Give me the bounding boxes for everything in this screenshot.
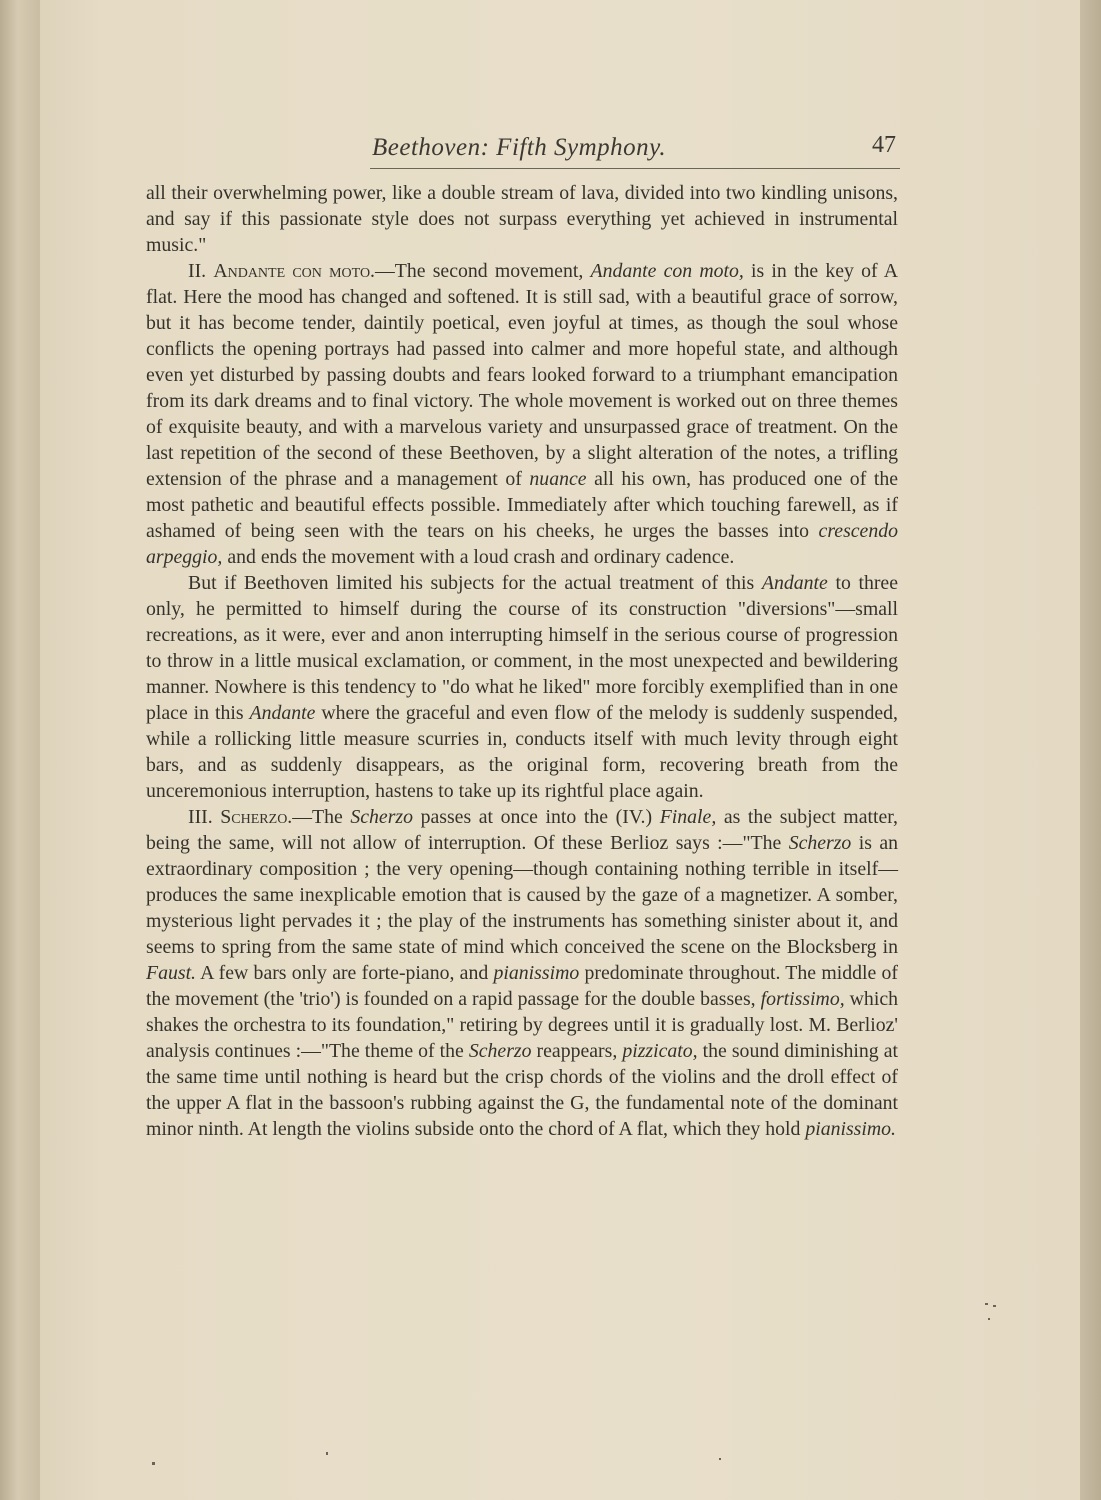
text-span: the sound diminishing at the same time until nothing is heard but the crisp chords of the violins and the droll effect of the upper A flat in the bassoon's rubbing against the G, the fundamental note of the dominant minor ninth. At length the violins subside onto the chord of A flat, which they hold [146,1040,898,1140]
text-span: is in the key of A flat. Here the mood has changed and softened. It is still sad, with a beautiful grace of sorrow, but it has become tender, daintily poetical, even joyful at times, as though the soul whose conflicts the opening portrays had passed into calmer and more hopeful state, and although even yet disturbed by passing doubts and fears looked forward to a triumphant emancipation from its dark dreams and to final victory. The whole movement is worked out on three themes of exquisite beauty, and with a marvelous variety and unsurpassed grace of treatment. On the last repetition of the second of these Beethoven, by a slight alteration of the notes, a trifling extension of the phrase and a management of [146,260,898,490]
speck [993,1305,996,1307]
text-span: and ends the movement with a loud crash and ordinary cadence. [222,546,735,568]
section-heading: Scherzo. [220,806,293,828]
italic-term: Scherzo [468,1040,532,1062]
text-span: as the subject matter, being the same, will not allow of interruption. Of these Berlioz says :—"The [146,806,898,854]
italic-term: Andante [249,702,316,724]
italic-term: pianissimo. [805,1118,896,1140]
italic-term: Scherzo [788,832,852,854]
italic-term: Faust. [146,962,197,984]
italic-term: nuance [529,468,587,490]
paragraph [146,570,898,804]
italic-term: pizzicato, [622,1040,698,1062]
italic-term: Finale, [659,806,717,828]
paragraph [146,258,898,570]
italic-term: pianissimo [493,962,580,984]
speck [988,1318,990,1320]
speck [152,1462,155,1465]
italic-term: Andante [761,572,828,594]
text-span: passes at once into the (IV.) [413,806,660,828]
italic-term: crescendo arpeggio, [146,520,898,568]
text-span: where the graceful and even flow of the melody is suddenly suspended, while a rollicking little measure scurries in, conducts itself with much levity through eight bars, and as suddenly disappears, as the original form, recovering breath from the unceremonious interruption, hastens to take up its rightful place again. [146,702,898,802]
section-number: II. [188,260,214,282]
italic-term: Scherzo [350,806,414,828]
text-span: to three only, he permitted to himself during the course of its construction "diversions"—small recreations, as it were, ever and anon interrupting himself in the serious course of progression to throw in a little musical exclamation, or comment, in the most unexpected and bewildering manner. Nowhere is this tendency to "do what he liked" more forcibly exemplified than in one place in this [146,572,898,724]
speck [985,1303,988,1305]
speck [326,1452,328,1455]
text-span: all his own, has produced one of the most pathetic and beautiful effects possible. Immediately after which touching farewell, as if ashamed of being seen with the tears on his cheeks, he urges the basses into [146,468,899,542]
book-binding [0,0,40,1500]
page-edge [1080,0,1101,1500]
text-span: reappears, [531,1040,623,1062]
italic-term: Andante con moto, [590,260,744,282]
text-span: which shakes the orchestra to its foundation," retiring by degrees until it is gradually lost. M. Berlioz' analysis continues :—"The theme of the [146,988,898,1062]
text-span: is an extraordinary composition ; the very opening—though containing nothing terrible in itself—produces the same inexplicable emotion that is caused by the gaze of a magnetizer. A somber, mysterious light pervades it ; the play of the instruments has something sinister about it, and seems to spring from the same state of mind which conceived the scene on the Blocksberg in [146,832,898,958]
text-span: predominate throughout. The middle of the movement (the 'trio') is founded on a rapid passage for the double basses, [146,962,898,1010]
text-span: —The second movement, [375,260,591,282]
text-span: all their overwhelming power, like a double stream of lava, divided into two kindling unisons, and say if this passionate style does not surpass everything yet achieved in instrumental music." [146,182,898,256]
text-span: A few bars only are forte-piano, and [196,962,494,984]
running-title: Beethoven: Fifth Symphony. [372,134,667,161]
text-span: But if Beethoven limited his subjects for the actual treatment of this [188,572,762,594]
speck [719,1458,721,1460]
body-text [146,180,898,1142]
section-number: III. [188,806,221,828]
header-rule [370,168,900,169]
text-span: —The [292,806,351,828]
paragraph [146,180,898,258]
page-number: 47 [872,132,896,158]
paragraph [146,804,898,1142]
running-head [370,132,900,166]
section-heading: Andante con moto. [213,260,375,282]
italic-term: fortissimo, [760,988,845,1010]
